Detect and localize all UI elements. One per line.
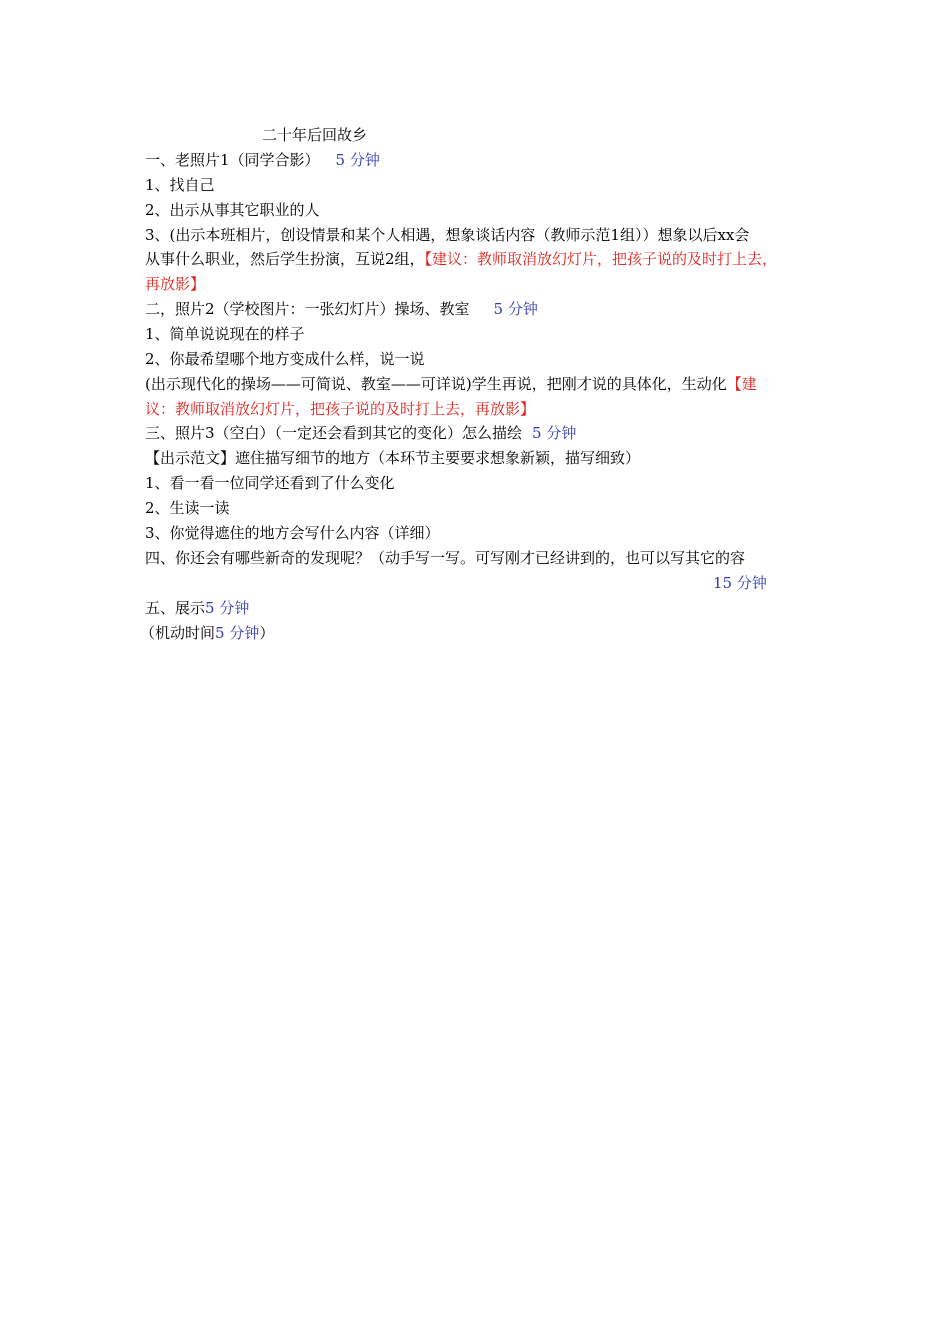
- section-1-item-3-line-2: [145, 247, 825, 272]
- section-3-item-2: 2、生读一读: [145, 499, 230, 517]
- section-3-heading: [145, 421, 825, 446]
- section-2-suggestion-end: 议：教师取消放幻灯片，把孩子说的及时打上去，再放影】: [145, 400, 536, 418]
- flex-time: [140, 621, 820, 646]
- section-2-suggestion-start: 【建: [726, 375, 757, 393]
- section-3-heading-text: 三、照片3（空白）（一定还会看到其它的变化）怎么描绘: [145, 424, 523, 442]
- section-3-item-1: 1、看一看一位同学还看到了什么变化: [145, 474, 395, 492]
- section-1-heading: [145, 148, 825, 173]
- section-2-heading: [145, 297, 825, 322]
- section-2-note-text: (出示现代化的操场——可简说、教室——可详说)学生再说，把刚才说的具体化，生动化: [145, 375, 727, 393]
- section-2-heading-text: 二，照片2（学校图片：一张幻灯片）操场、教室: [145, 300, 470, 318]
- section-4-heading: 四、你还会有哪些新奇的发现呢？（动手写一写。可写刚才已经讲到的，也可以写其它的容: [145, 549, 746, 567]
- section-3-sample-note: 【出示范文】遮住描写细节的地方（本环节主要要求想象新颖，描写细致）: [145, 449, 641, 467]
- document-title: 二十年后回故乡: [262, 126, 368, 144]
- section-1-suggestion: 【建议：教师取消放幻灯片，把孩子说的及时打上去，: [424, 250, 778, 268]
- section-2-item-1: 1、简单说说现在的样子: [145, 325, 305, 343]
- section-1-suggestion-end: 再放影】: [145, 275, 206, 293]
- flex-time-value: 5 分钟: [215, 624, 260, 642]
- flex-time-close: ）: [259, 624, 275, 642]
- section-2-item-2: 2、你最希望哪个地方变成什么样，说一说: [145, 350, 425, 368]
- section-4-time: 15 分钟: [713, 574, 767, 592]
- section-1-item-3-text: 从事什么职业，然后学生扮演，互说2组，: [145, 250, 425, 268]
- section-5-heading: [145, 596, 825, 621]
- section-1-item-1: 1、找自己: [145, 176, 215, 194]
- section-5-time: 5 分钟: [205, 599, 250, 617]
- section-3-time: 5 分钟: [532, 424, 577, 442]
- section-1-item-2: 2、出示从事其它职业的人: [145, 201, 320, 219]
- section-3-item-3: 3、你觉得遮住的地方会写什么内容（详细）: [145, 524, 440, 542]
- section-1-item-3-line-1: 3、(出示本班相片，创设情景和某个人相遇，想象谈话内容（教师示范1组））想象以后xx会: [145, 226, 750, 244]
- section-5-label: 五、展示: [145, 599, 206, 617]
- section-1-time: 5 分钟: [335, 151, 380, 169]
- flex-time-open: （机动时间: [140, 624, 216, 642]
- section-1-heading-text: 一、老照片1（同学合影）: [145, 151, 320, 169]
- section-2-time: 5 分钟: [493, 300, 538, 318]
- section-2-note-line-1: [145, 372, 825, 397]
